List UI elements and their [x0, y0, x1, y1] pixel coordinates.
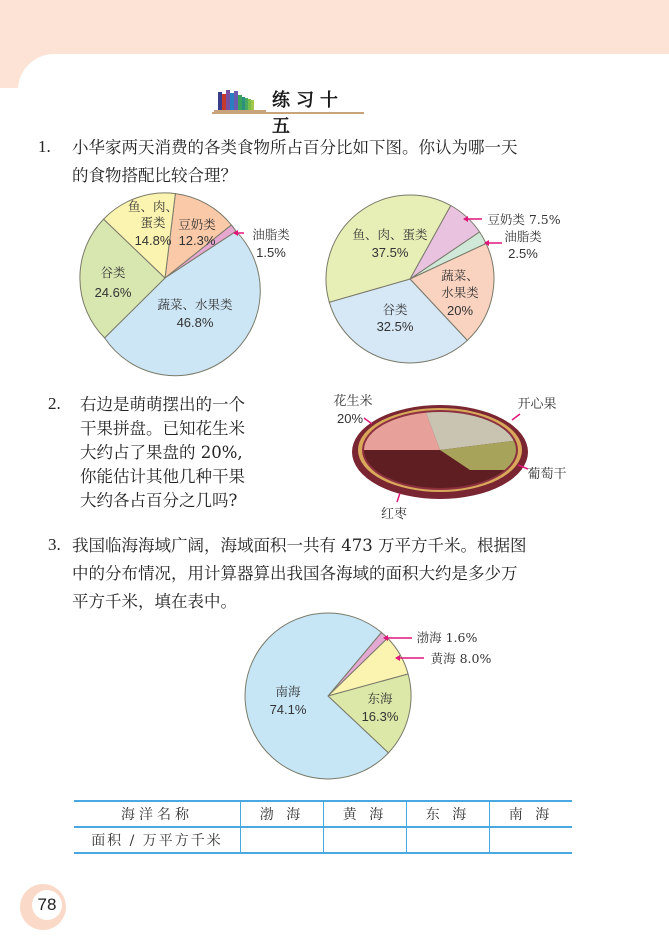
label-huasheng-pct: 20%	[336, 411, 364, 426]
label-day1-douna-pct: 12.3%	[178, 233, 216, 248]
label-day2-douna: 豆奶类 7.5%	[487, 212, 561, 227]
label-day1-gu-pct: 24.6%	[94, 285, 132, 300]
label-day1-youzhi: 油脂类	[252, 227, 290, 242]
label-day1-douna: 豆奶类	[178, 217, 216, 232]
label-day1-shucai-pct: 46.8%	[176, 315, 214, 330]
question-1-line-2: 的食物搭配比较合理？	[72, 166, 237, 185]
label-day2-gu: 谷类	[382, 302, 408, 317]
question-2-line-1: 右边是萌萌摆出的一个	[80, 395, 245, 414]
label-day1-yu-2: 蛋类	[140, 215, 166, 230]
table-header-cell: 渤 海	[241, 801, 324, 827]
label-day2-shucai-2: 水果类	[441, 285, 479, 300]
label-nanhai-pct: 74.1%	[269, 702, 307, 717]
table-header-cell: 东 海	[407, 801, 490, 827]
question-1-number: 1.	[38, 137, 51, 156]
label-nanhai: 南海	[275, 684, 301, 699]
question-2-line-5: 大约各占百分之几吗?	[80, 491, 238, 510]
question-3-line-2: 中的分布情况，用计算器算出我国各海域的面积大约是多少万	[72, 564, 518, 583]
label-putaogan: 葡萄干	[527, 467, 567, 482]
area-input-huanghai[interactable]	[324, 827, 407, 853]
label-kaixinguo: 开心果	[517, 397, 557, 412]
question-3-line-3: 平方千米，填在表中。	[72, 592, 237, 611]
label-day2-gu-pct: 32.5%	[376, 319, 414, 334]
table-row-label: 面积 / 万平方千米	[74, 827, 241, 853]
label-day1-shucai: 蔬菜、水果类	[157, 297, 233, 312]
label-day2-yu: 鱼、肉、蛋类	[352, 227, 428, 242]
table-header-cell: 南 海	[490, 801, 573, 827]
question-2-line-2: 干果拼盘。已知花生米	[80, 419, 245, 438]
page-title: 练习十五	[272, 90, 344, 137]
label-day1-youzhi-pct: 1.5%	[256, 245, 286, 260]
sea-area-table	[74, 800, 572, 854]
label-day2-youzhi: 油脂类	[504, 229, 542, 244]
label-huasheng: 花生米	[333, 394, 373, 409]
label-day2-shucai-1: 蔬菜、	[441, 268, 479, 283]
label-day2-youzhi-pct: 2.5%	[508, 246, 538, 261]
label-huanghai: 黄海 8.0%	[430, 651, 492, 666]
label-day1-yu-1: 鱼、肉、	[128, 199, 179, 214]
question-2-line-4: 你能估计其他几种干果	[80, 467, 245, 486]
question-2-line-3: 大约占了果盘的 20%,	[80, 443, 243, 462]
label-day2-yu-pct: 37.5%	[371, 245, 409, 260]
label-day1-yu-pct: 14.8%	[134, 233, 172, 248]
area-input-donghai[interactable]	[407, 827, 490, 853]
page-number-badge	[20, 884, 66, 930]
area-input-bohai[interactable]	[241, 827, 324, 853]
question-1-line-1: 小华家两天消费的各类食物所占百分比如下图。你认为哪一天	[72, 138, 518, 157]
label-donghai-pct: 16.3%	[361, 709, 399, 724]
label-day1-gu: 谷类	[100, 265, 126, 280]
area-input-nanhai[interactable]	[490, 827, 573, 853]
table-header-row	[74, 801, 572, 827]
label-bohai: 渤海 1.6%	[416, 630, 478, 645]
table-header-cell: 黄 海	[324, 801, 407, 827]
label-hongzao: 红枣	[380, 507, 407, 522]
question-3-number: 3.	[48, 535, 61, 554]
table-row	[74, 827, 572, 853]
label-day2-shucai-pct: 20%	[446, 303, 474, 318]
label-donghai: 东海	[367, 691, 393, 706]
page-number: 78	[32, 890, 62, 920]
question-3-line-1: 我国临海海域广阔，海域面积一共有 473 万平方千米。根据图	[72, 536, 527, 555]
table-header-cell: 海洋名称	[74, 801, 241, 827]
question-2-number: 2.	[48, 394, 61, 413]
